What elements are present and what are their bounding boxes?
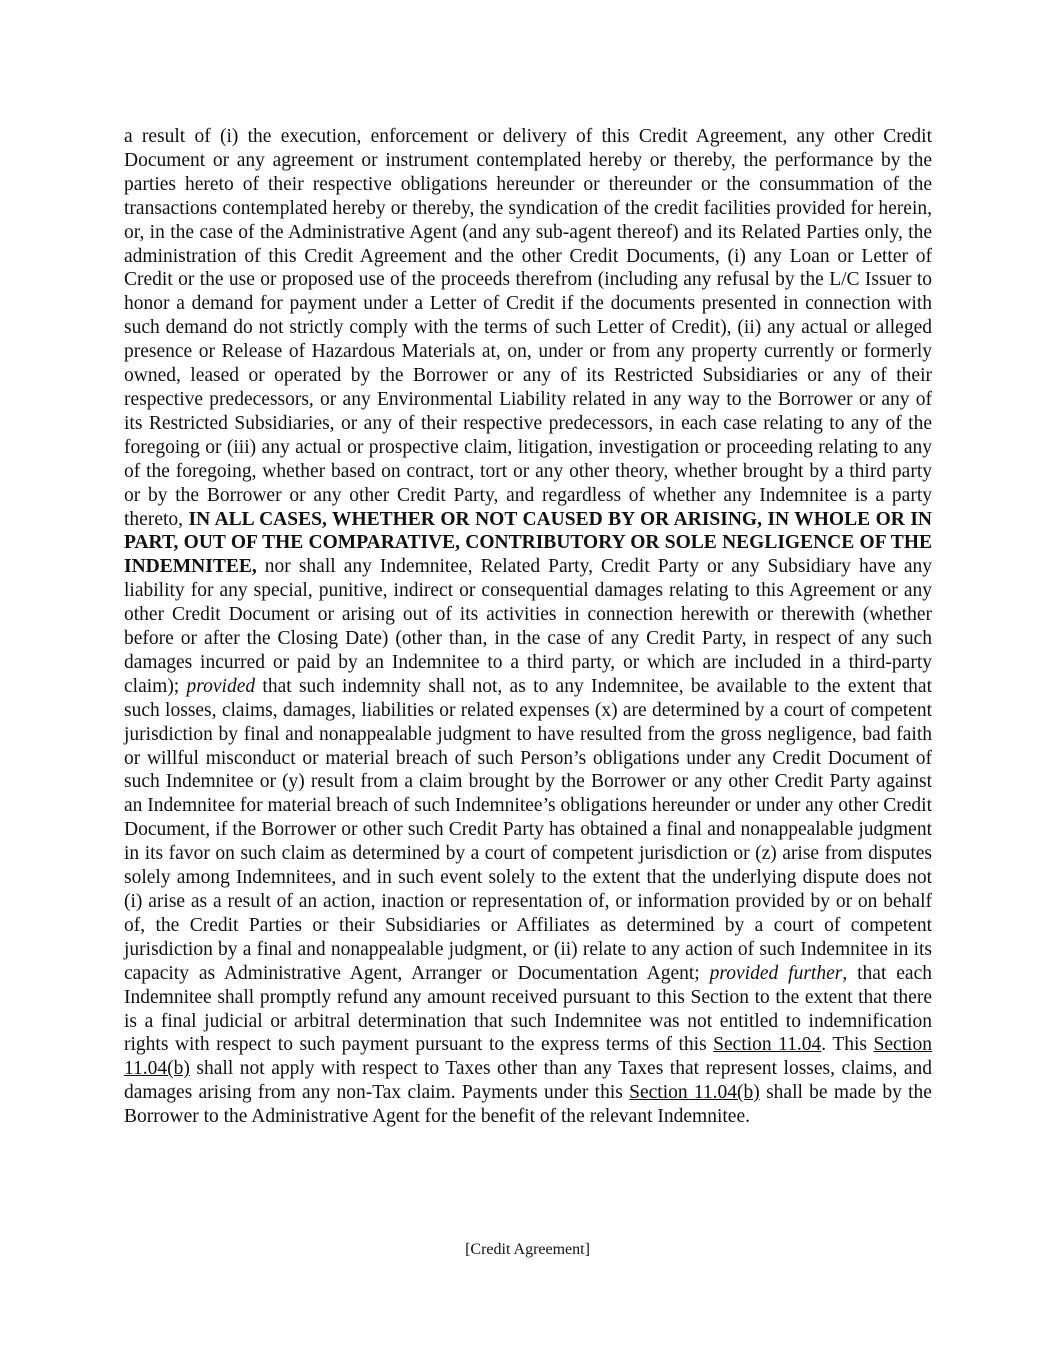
negligence-clause-bold: IN ALL CASES, WHETHER OR NOT CAUSED BY OR ARISING, IN WHOLE OR IN PART, OUT OF THE COMPARATIVE, CONTRIBUTORY OR SOLE NEGLIGENCE OF THE INDEMNITEE, bbox=[124, 508, 932, 578]
provided-italic: provided bbox=[186, 675, 256, 697]
paragraph-text: that such indemnity shall not, as to any Indemnitee, be available to the extent that such losses, claims, damages, liabilities or related expenses (x) are determined by a court of competent jurisdiction by final and nonappealable judgment to have resulted from the gross negligence, bad faith or willful misconduct or material breach of such Person’s obligations under any Credit Document of such Indemnitee or (y) result from a claim brought by the Borrower or any other Credit Party against an Indemnitee for material breach of such Indemnitee’s obligations hereunder or under any other Credit Document, if the Borrower or other such Credit Party has obtained a final and nonappealable judgment in its favor on such claim as determined by a court of competent jurisdiction or (z) arise from disputes solely among Indemnitees, and in such event solely to the extent that the underlying dispute does not (i) arise as a result of an action, inaction or representation of, or information provided by or on behalf of, the Credit Parties or their Subsidiaries or Affiliates as determined by a court of competent jurisdiction by a final and nonappealable judgment, or (ii) relate to any action of such Indemnitee in its capacity as Administrative Agent, Arranger or Documentation Agent; bbox=[124, 675, 932, 984]
paragraph-text: , that each Indemnitee shall promptly refund any amount received pursuant to this Section to the extent that there is a final judicial or arbitral determination that such Indemnitee was not entitled to indemnification rights with respect to such payment pursuant to the express terms of this bbox=[124, 962, 932, 1056]
paragraph-text: shall not apply with respect to Taxes other than any Taxes that represent losses, claims, and damages arising from any non-Tax claim. Payments under this bbox=[124, 1058, 932, 1104]
paragraph-text: a result of (i) the execution, enforcement or delivery of this Credit Agreement, any other Credit Document or any agreement or instrument contemplated hereby or thereby, the performance by the parties hereto of their respective obligations hereunder or thereunder or the consummation of the transactions contemplated hereby or thereby, the syndication of the credit facilities provided for herein, or, in the case of the Administrative Agent (and any sub-agent thereof) and its Related Parties only, the administration of this Credit Agreement and the other Credit Documents, (i) any Loan or Letter of Credit or the use or proposed use of the proceeds therefrom (including any refusal by the L/C Issuer to honor a demand for payment under a Letter of Credit if the documents presented in connection with such demand do not strictly comply with the terms of such Letter of Credit), (ii) any actual or alleged presence or Release of Hazardous Materials at, on, under or from any property currently or formerly owned, leased or operated by the Borrower or any of its Restricted Subsidiaries or any of their respective predecessors, or any Environmental Liability related in any way to the Borrower or any of its Restricted Subsidiaries, or any of their respective predecessors, in each case relating to any of the foregoing or (iii) any actual or prospective claim, litigation, investigation or proceeding relating to any of the foregoing, whether based on contract, tort or any other theory, whether brought by a third party or by the Borrower or any other Credit Party, and regardless of whether any Indemnitee is a party thereto, bbox=[124, 126, 932, 530]
section-reference: Section 11.04(b) bbox=[629, 1082, 760, 1104]
indemnification-paragraph bbox=[124, 125, 932, 1129]
paragraph-text: . This bbox=[821, 1034, 874, 1056]
paragraph-text: shall be made by the Borrower to the Administrative Agent for the benefit of the relevant Indemnitee. bbox=[124, 1082, 932, 1128]
section-reference: Section 11.04(b) bbox=[124, 1034, 932, 1080]
provided-further-italic: provided further bbox=[709, 962, 843, 984]
paragraph-text: nor shall any Indemnitee, Related Party, Credit Party or any Subsidiary have any liability for any special, punitive, indirect or consequential damages relating to this Agreement or any other Credit Document or arising out of its activities in connection herewith or therewith (whether before or after the Closing Date) (other than, in the case of any Credit Party, in respect of any such damages incurred or paid by an Indemnitee to a third party, or which are included in a third-party claim); bbox=[124, 556, 932, 697]
section-reference: Section 11.04 bbox=[713, 1034, 822, 1056]
page-footer: [Credit Agreement] bbox=[465, 1241, 590, 1258]
